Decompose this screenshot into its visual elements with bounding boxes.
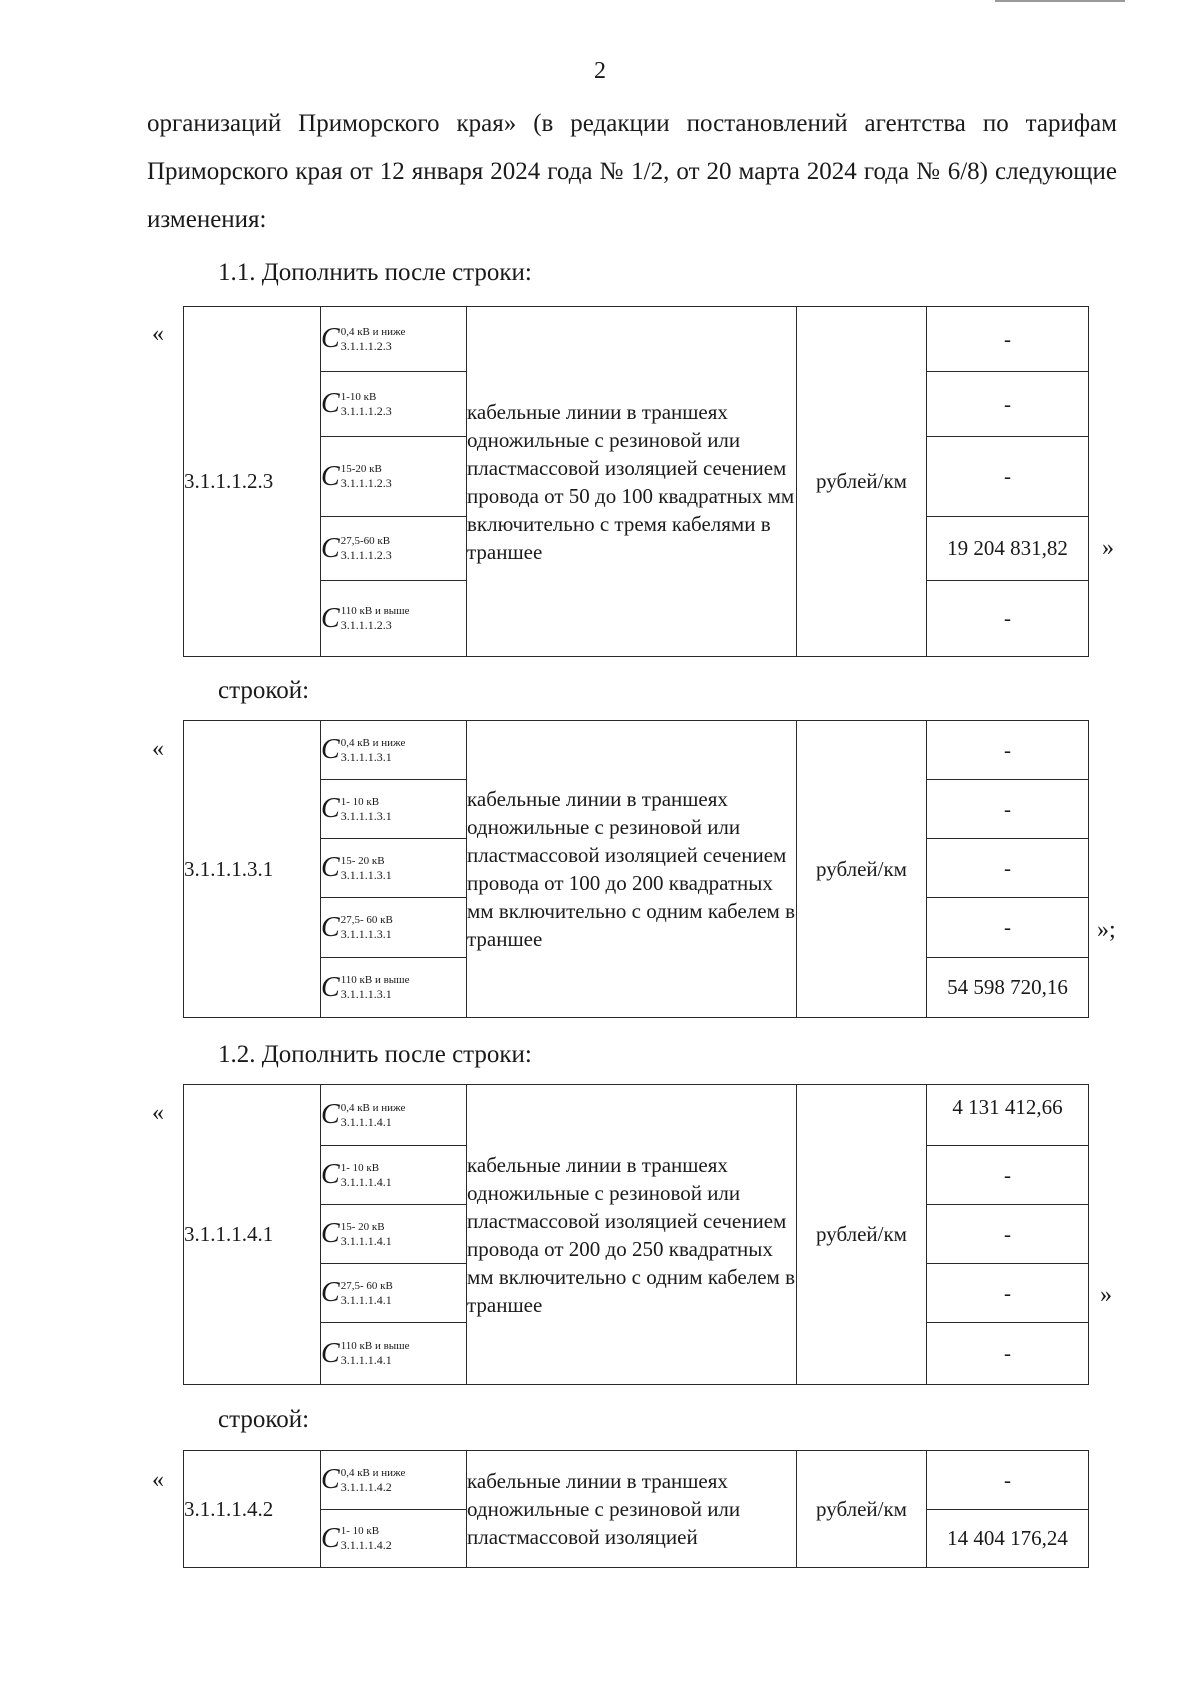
rate-symbol: C 110 кВ и выше 3.1.1.1.3.1	[321, 958, 467, 1018]
row-unit: рублей/км	[797, 307, 927, 657]
row-number: 3.1.1.1.4.2	[184, 1451, 321, 1568]
rate-value: -	[927, 437, 1089, 517]
section-1-2-subhead: строкой:	[218, 1406, 310, 1433]
table-row	[184, 1085, 1089, 1146]
rate-symbol: C 15-20 кВ 3.1.1.1.2.3	[321, 437, 467, 517]
table-row	[184, 1451, 1089, 1510]
section-1-1-heading: 1.1. Дополнить после строки:	[218, 259, 532, 286]
close-quote: »	[1100, 1282, 1112, 1308]
open-quote: «	[152, 321, 164, 347]
table-row	[184, 721, 1089, 780]
rate-symbol: C 27,5-60 кВ 3.1.1.1.2.3	[321, 517, 467, 581]
rate-value: -	[927, 581, 1089, 657]
rate-value: 19 204 831,82	[927, 517, 1089, 581]
rate-value: -	[927, 1323, 1089, 1385]
rate-symbol: C 110 кВ и выше 3.1.1.1.4.1	[321, 1323, 467, 1385]
rate-value: -	[927, 1451, 1089, 1510]
intro-paragraph: организаций Приморского края» (в редакции постановлений агентства по тарифам Приморского края от 12 января 2024 года № 1/2, от 20 марта 2024 года № 6/8) следующие изменения:	[147, 110, 1117, 233]
top-edge-line	[995, 0, 1125, 2]
section-1-2-heading: 1.2. Дополнить после строки:	[218, 1041, 532, 1068]
close-quote-semicolon: »;	[1097, 917, 1116, 943]
row-number: 3.1.1.1.2.3	[184, 307, 321, 657]
rate-symbol: C 15- 20 кВ 3.1.1.1.3.1	[321, 839, 467, 898]
section-1-1-subhead: строкой:	[218, 677, 310, 704]
rate-symbol: C 1- 10 кВ 3.1.1.1.3.1	[321, 780, 467, 839]
rate-value: -	[927, 372, 1089, 437]
row-unit: рублей/км	[797, 721, 927, 1018]
rate-symbol: C 0,4 кВ и ниже 3.1.1.1.4.2	[321, 1451, 467, 1510]
open-quote: «	[152, 1467, 164, 1493]
rate-symbol: C 0,4 кВ и ниже 3.1.1.1.3.1	[321, 721, 467, 780]
page-number: 2	[594, 58, 606, 84]
rate-symbol: C 1- 10 кВ 3.1.1.1.4.1	[321, 1146, 467, 1205]
rate-value: -	[927, 1146, 1089, 1205]
row-description: кабельные линии в траншеях одножильные с резиновой или пластмассовой изоляцией сечением провода от 50 до 100 квадратных мм включительно с тремя кабелями в траншее	[467, 307, 797, 657]
rate-value: -	[927, 780, 1089, 839]
rate-symbol: C 1- 10 кВ 3.1.1.1.4.2	[321, 1510, 467, 1568]
tariff-table-2	[183, 720, 1089, 1018]
open-quote: «	[152, 1100, 164, 1126]
open-quote: «	[152, 736, 164, 762]
row-unit: рублей/км	[797, 1085, 927, 1385]
rate-symbol: C 110 кВ и выше 3.1.1.1.2.3	[321, 581, 467, 657]
rate-value: -	[927, 1205, 1089, 1264]
row-description: кабельные линии в траншеях одножильные с резиновой или пластмассовой изоляцией сечением провода от 100 до 200 квадратных мм включительно с одним кабелем в траншее	[467, 721, 797, 1018]
rate-symbol: C 1-10 кВ 3.1.1.1.2.3	[321, 372, 467, 437]
row-description: кабельные линии в траншеях одножильные с резиновой или пластмассовой изоляцией сечением провода от 200 до 250 квадратных мм включительно с одним кабелем в траншее	[467, 1085, 797, 1385]
row-number: 3.1.1.1.4.1	[184, 1085, 321, 1385]
row-unit: рублей/км	[797, 1451, 927, 1568]
rate-value: -	[927, 898, 1089, 958]
rate-value: -	[927, 307, 1089, 372]
rate-value: 14 404 176,24	[927, 1510, 1089, 1568]
rate-value: -	[927, 1264, 1089, 1323]
rate-symbol: C 0,4 кВ и ниже 3.1.1.1.2.3	[321, 307, 467, 372]
rate-symbol: C 27,5- 60 кВ 3.1.1.1.4.1	[321, 1264, 467, 1323]
rate-value: 54 598 720,16	[927, 958, 1089, 1018]
close-quote: »	[1102, 535, 1114, 561]
row-number: 3.1.1.1.3.1	[184, 721, 321, 1018]
rate-value: -	[927, 721, 1089, 780]
table-row	[184, 307, 1089, 372]
tariff-table-1	[183, 306, 1089, 657]
rate-value: 4 131 412,66	[927, 1085, 1089, 1146]
rate-symbol: C 15- 20 кВ 3.1.1.1.4.1	[321, 1205, 467, 1264]
tariff-table-4	[183, 1450, 1089, 1568]
row-description: кабельные линии в траншеях одножильные с резиновой или пластмассовой изоляцией	[467, 1451, 797, 1568]
tariff-table-3	[183, 1084, 1089, 1385]
rate-symbol: C 27,5- 60 кВ 3.1.1.1.3.1	[321, 898, 467, 958]
rate-symbol: C 0,4 кВ и ниже 3.1.1.1.4.1	[321, 1085, 467, 1146]
rate-value: -	[927, 839, 1089, 898]
